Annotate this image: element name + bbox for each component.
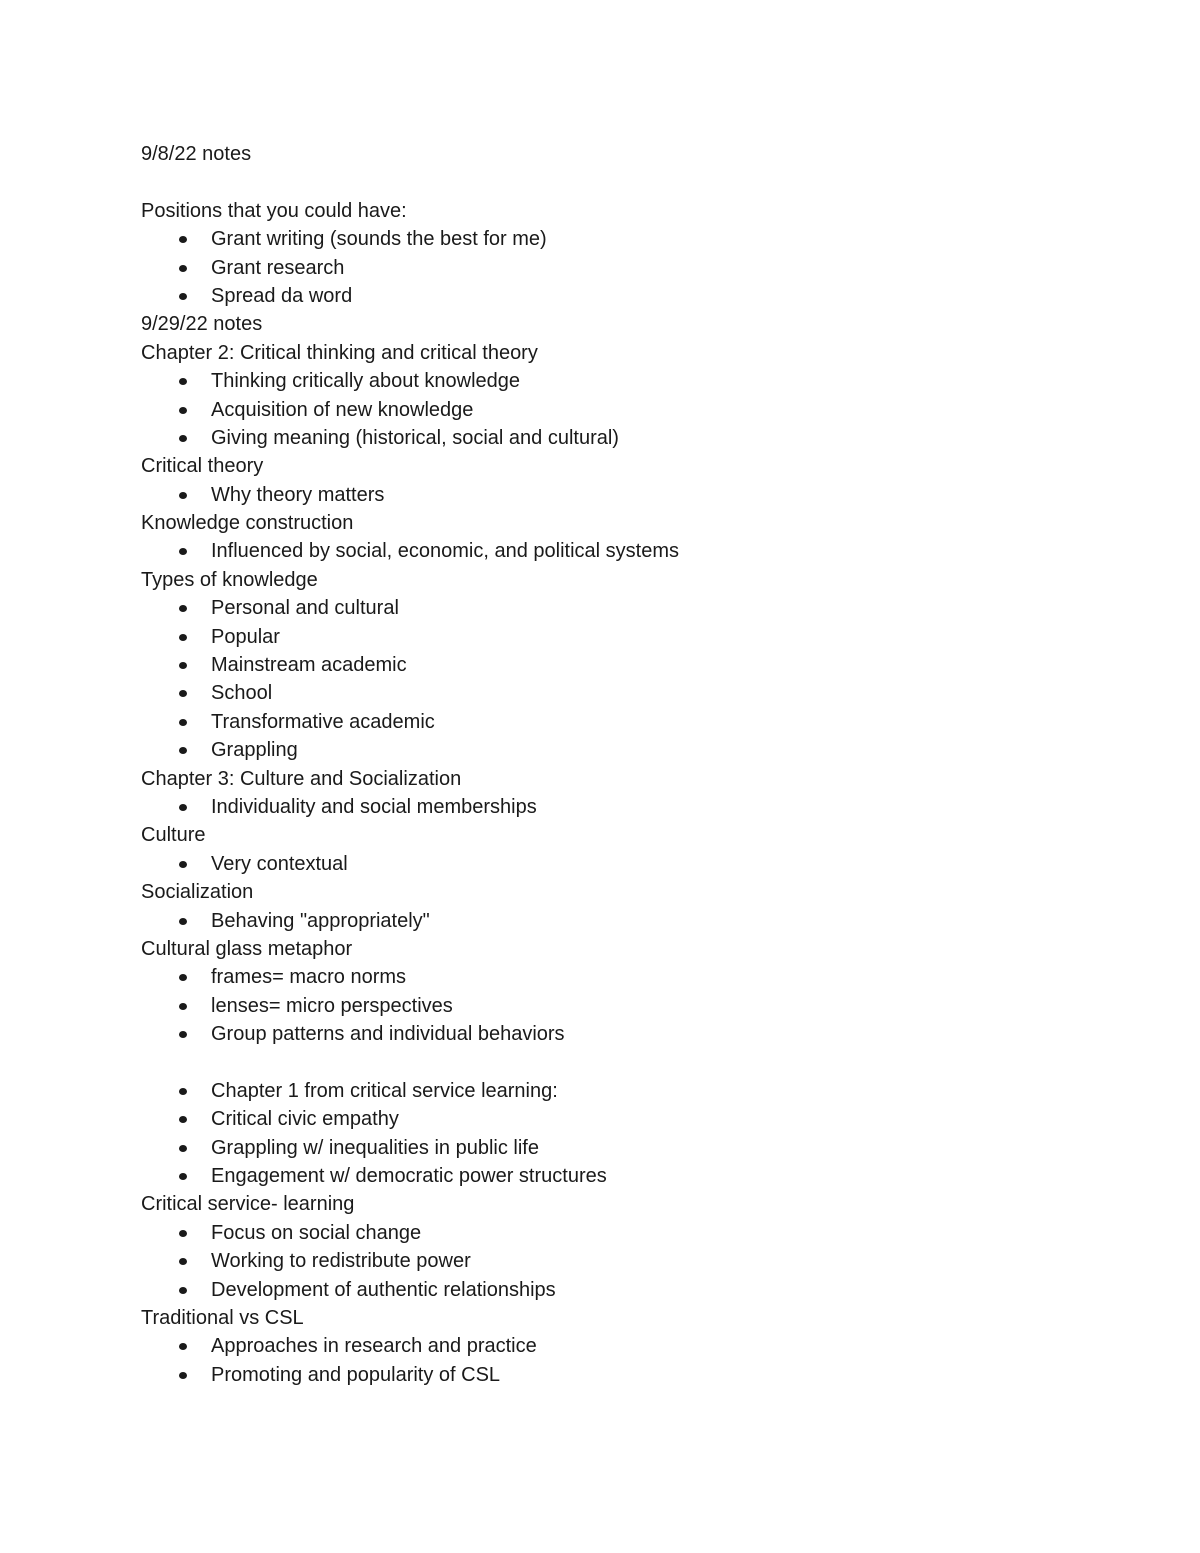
- bullet-text: Grappling: [211, 739, 298, 762]
- bullet-item: [141, 1332, 1101, 1360]
- bullet-item: [141, 1020, 1101, 1048]
- text-line: Chapter 2: Critical thinking and critical theory: [141, 341, 538, 364]
- bullet-icon: [179, 1258, 187, 1265]
- text-line: 9/8/22 notes: [141, 143, 252, 165]
- bullet-text: Promoting and popularity of CSL: [211, 1363, 501, 1386]
- blank-line: [141, 168, 1101, 196]
- bullet-text: lenses= micro perspectives: [211, 994, 453, 1017]
- bullet-text: Behaving "appropriately": [211, 909, 430, 932]
- bullet-icon: [179, 492, 187, 499]
- text-line: Critical service- learning: [141, 1193, 355, 1216]
- bullet-text: Transformative academic: [211, 710, 435, 733]
- bullet-item: [141, 1077, 1101, 1105]
- bullet-item: [141, 1134, 1101, 1162]
- text-line: Types of knowledge: [141, 568, 318, 591]
- blank-line: [141, 1049, 1101, 1077]
- bullet-item: [141, 992, 1101, 1020]
- bullet-text: Giving meaning (historical, social and cultural): [211, 426, 619, 449]
- bullet-item: [141, 254, 1101, 282]
- bullet-item: [141, 736, 1101, 764]
- bullet-item: [141, 424, 1101, 452]
- text-line: Traditional vs CSL: [141, 1307, 304, 1330]
- bullet-item: [141, 679, 1101, 707]
- bullet-item: [141, 850, 1101, 878]
- bullet-item: [141, 651, 1101, 679]
- bullet-icon: [179, 378, 187, 385]
- bullet-text: Engagement w/ democratic power structures: [211, 1165, 607, 1188]
- bullet-icon: [179, 690, 187, 697]
- bullet-item: [141, 481, 1101, 509]
- bullet-item: [141, 907, 1101, 935]
- bullet-item: [141, 1219, 1101, 1247]
- bullet-icon: [179, 1031, 187, 1038]
- bullet-text: Why theory matters: [211, 483, 385, 506]
- bullet-text: Group patterns and individual behaviors: [211, 1023, 565, 1046]
- bullet-item: [141, 793, 1101, 821]
- text-line: Chapter 3: Culture and Socialization: [141, 767, 462, 790]
- bullet-icon: [179, 1116, 187, 1123]
- text-line: 9/29/22 notes: [141, 313, 263, 336]
- bullet-icon: [179, 634, 187, 641]
- text-line: Positions that you could have:: [141, 199, 407, 222]
- bullet-item: [141, 537, 1101, 565]
- bullet-icon: [179, 265, 187, 272]
- notes-body: [141, 140, 1101, 1389]
- bullet-icon: [179, 974, 187, 981]
- text-line: Critical theory: [141, 455, 264, 478]
- bullet-icon: [179, 435, 187, 442]
- bullet-icon: [179, 1088, 187, 1095]
- bullet-item: [141, 963, 1101, 991]
- bullet-text: Focus on social change: [211, 1221, 422, 1244]
- bullet-text: Grappling w/ inequalities in public life: [211, 1136, 539, 1159]
- bullet-item: [141, 367, 1101, 395]
- bullet-icon: [179, 407, 187, 414]
- bullet-text: Mainstream academic: [211, 654, 407, 677]
- bullet-icon: [179, 548, 187, 555]
- bullet-icon: [179, 605, 187, 612]
- bullet-text: Very contextual: [211, 852, 348, 875]
- bullet-text: Personal and cultural: [211, 597, 399, 620]
- bullet-text: Grant writing (sounds the best for me): [211, 228, 547, 251]
- bullet-icon: [179, 804, 187, 811]
- text-line: Cultural glass metaphor: [141, 937, 353, 960]
- bullet-text: Spread da word: [211, 284, 353, 307]
- bullet-text: Development of authentic relationships: [211, 1278, 556, 1301]
- bullet-item: [141, 1361, 1101, 1389]
- bullet-text: Approaches in research and practice: [211, 1335, 537, 1358]
- bullet-item: [141, 1105, 1101, 1133]
- bullet-item: [141, 225, 1101, 253]
- text-line: Socialization: [141, 881, 254, 904]
- bullet-text: Thinking critically about knowledge: [211, 370, 521, 393]
- bullet-icon: [179, 236, 187, 243]
- bullet-item: [141, 1162, 1101, 1190]
- bullet-text: School: [211, 682, 273, 705]
- bullet-item: [141, 396, 1101, 424]
- bullet-text: Working to redistribute power: [211, 1250, 471, 1273]
- bullet-text: Popular: [211, 625, 280, 648]
- bullet-icon: [179, 293, 187, 300]
- bullet-icon: [179, 1145, 187, 1152]
- bullet-text: Acquisition of new knowledge: [211, 398, 474, 421]
- bullet-item: [141, 1247, 1101, 1275]
- bullet-icon: [179, 747, 187, 754]
- bullet-icon: [179, 918, 187, 925]
- bullet-icon: [179, 1287, 187, 1294]
- bullet-item: [141, 708, 1101, 736]
- bullet-icon: [179, 1372, 187, 1379]
- bullet-text: Individuality and social memberships: [211, 795, 537, 818]
- bullet-item: [141, 623, 1101, 651]
- bullet-item: [141, 594, 1101, 622]
- bullet-icon: [179, 1343, 187, 1350]
- text-line: Knowledge construction: [141, 512, 354, 535]
- bullet-item: [141, 282, 1101, 310]
- bullet-icon: [179, 1003, 187, 1010]
- bullet-text: Chapter 1 from critical service learning:: [211, 1079, 558, 1102]
- bullet-item: [141, 1276, 1101, 1304]
- bullet-text: Grant research: [211, 256, 345, 279]
- bullet-icon: [179, 1173, 187, 1180]
- bullet-text: Critical civic empathy: [211, 1108, 399, 1131]
- bullet-icon: [179, 662, 187, 669]
- bullet-icon: [179, 861, 187, 868]
- text-line: Culture: [141, 824, 206, 847]
- bullet-text: frames= macro norms: [211, 966, 407, 989]
- bullet-text: Influenced by social, economic, and political systems: [211, 540, 680, 563]
- bullet-icon: [179, 1230, 187, 1237]
- bullet-icon: [179, 719, 187, 726]
